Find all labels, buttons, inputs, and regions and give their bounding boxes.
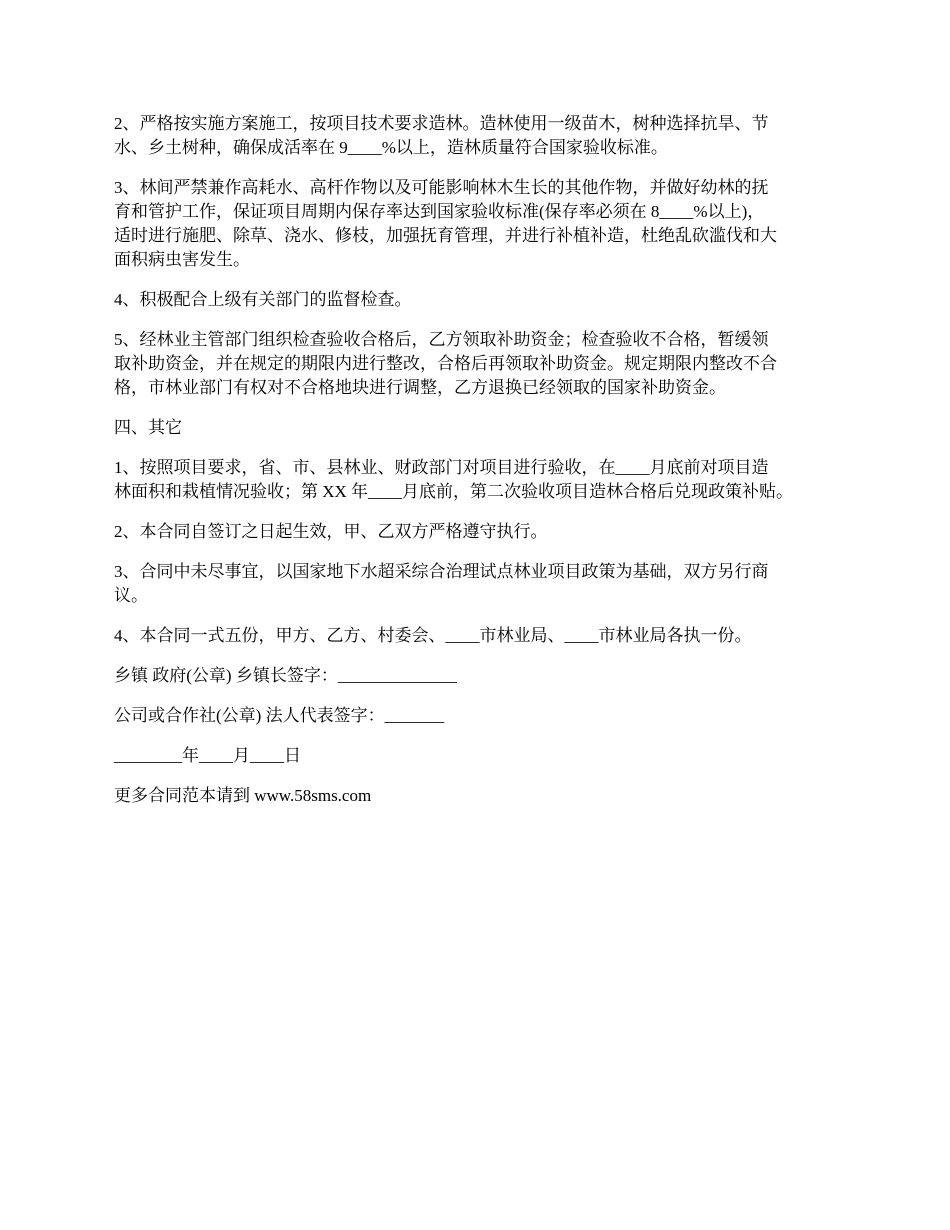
clause-effective-date: 2、本合同自签订之日起生效，甲、乙双方严格遵守执行。 bbox=[114, 522, 548, 541]
document-body bbox=[114, 112, 856, 824]
clause-unresolved-matters: 3、合同中未尽事宜，以国家地下水超采综合治理试点林业项目政策为基础，双方另行商 议。 bbox=[114, 562, 769, 605]
clause-tending-management: 3、林间严禁兼作高耗水、高杆作物以及可能影响林木生长的其他作物，并做好幼林的抚 育和管护工作，保证项目周期内保存率达到国家验收标准(保存率必须在 8____%以上)， 适时进行施肥、除草、浇水、修枝，加强抚育管理，并进行补植补造，杜绝乱砍滥伐和大 面积病虫害发生。 bbox=[114, 178, 777, 269]
clause-supervision: 4、积极配合上级有关部门的监督检查。 bbox=[114, 290, 412, 309]
clause-planting-standard: 2、严格按实施方案施工，按项目技术要求造林。造林使用一级苗木，树种选择抗旱、节 水、乡土树种，确保成活率在 9____%以上，造林质量符合国家验收标准。 bbox=[114, 114, 769, 157]
footer-more-templates: 更多合同范本请到 www.58sms.com bbox=[114, 786, 372, 805]
signature-company: 公司或合作社(公章) 法人代表签字：_______ bbox=[114, 706, 445, 725]
clause-copies: 4、本合同一式五份，甲方、乙方、村委会、____市林业局、____市林业局各执一份。 bbox=[114, 626, 752, 645]
clause-inspection-schedule: 1、按照项目要求，省、市、县林业、财政部门对项目进行验收，在____月底前对项目造 林面积和栽植情况验收；第 XX 年____月底前，第二次验收项目造林合格后兑现政策补贴。 bbox=[114, 458, 794, 501]
clause-subsidy-acceptance: 5、经林业主管部门组织检查验收合格后，乙方领取补助资金；检查验收不合格，暂缓领 取补助资金，并在规定的期限内进行整改，合格后再领取补助资金。规定期限内整改不合 格，市林业部门有权对不合格地块进行调整，乙方退换已经领取的国家补助资金。 bbox=[114, 330, 777, 397]
signature-township: 乡镇 政府(公章) 乡镇长签字：______________ bbox=[114, 666, 457, 685]
section-heading-other: 四、其它 bbox=[114, 418, 182, 437]
signature-date: ________年____月____日 bbox=[114, 746, 301, 765]
